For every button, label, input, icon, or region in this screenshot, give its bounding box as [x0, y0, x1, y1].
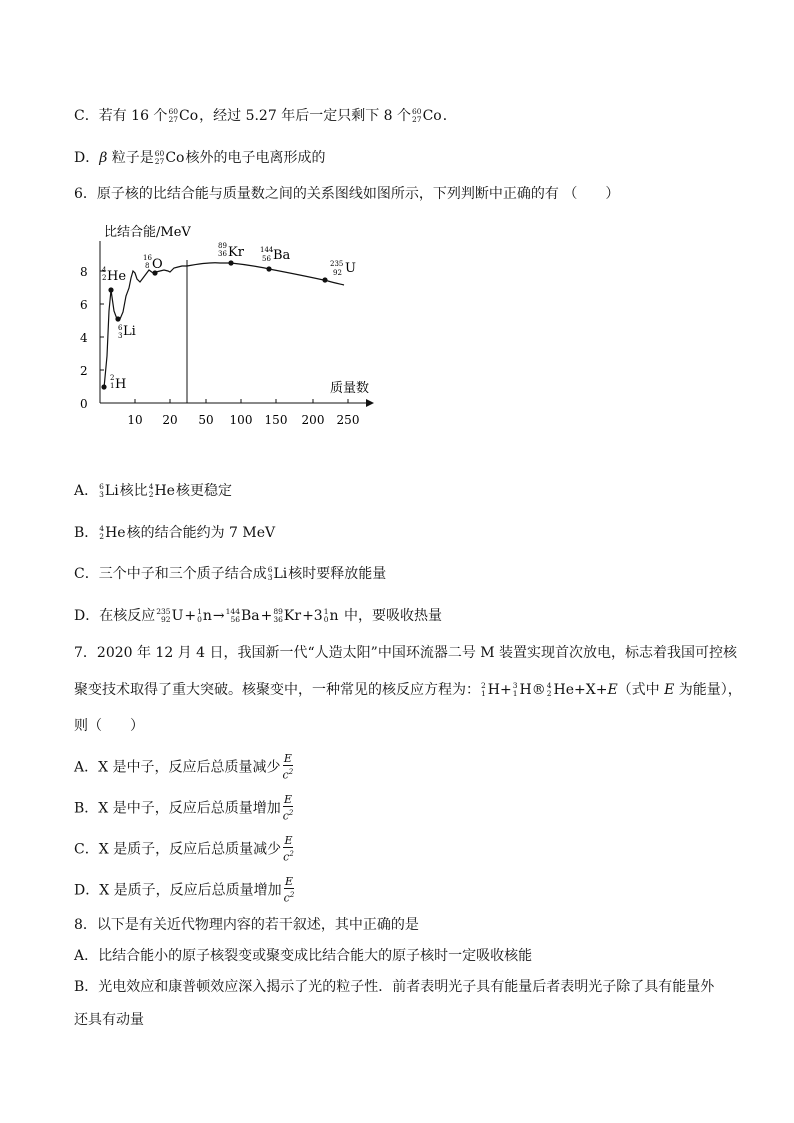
label-o16 — [143, 254, 163, 272]
q7-stem-line2: 聚变技术取得了重大突破。核聚变中，一种常见的核反应方程为： 2 1 H+ 3 1 H® 4 2 He+X+E（式中 E 为能量）， — [74, 681, 742, 698]
energy-over-c2-fraction: $\frac{E}{c^2}$ — [283, 875, 295, 905]
svg-text:235: 235 — [330, 260, 344, 268]
energy-over-c2-fraction: $\frac{E}{c^2}$ — [282, 752, 294, 782]
q5-option-d[interactable]: D．β 粒子是 60 27 Co 核外的电子电离形成的 — [74, 149, 326, 166]
h3-nuclide: 3 1 — [512, 681, 518, 698]
point-h2 — [101, 384, 106, 389]
q6-option-b[interactable]: B． 4 2 He 核的结合能约为 7 MeV — [74, 524, 276, 541]
svg-text:1: 1 — [110, 382, 115, 390]
q7-stem-line1: 7．2020 年 12 月 4 日，我国新一代“人造太阳”中国环流器二号 M 装置实现首次放电，标志着我国可控核 — [74, 645, 738, 661]
y-tick-4: 4 — [80, 331, 88, 345]
x-tick-10: 10 — [127, 413, 143, 427]
x-tick-50: 50 — [198, 413, 214, 427]
he-nuclide: 4 2 He — [99, 524, 126, 541]
q6-option-c[interactable]: C．三个中子和三个质子结合成 6 3 Li 核时要释放能量 — [74, 565, 387, 582]
svg-text:144: 144 — [260, 246, 274, 254]
chart-xlabel: 质量数 — [330, 381, 370, 396]
y-tick-2: 2 — [80, 364, 88, 378]
n-nuclide: 1 0 n — [323, 607, 339, 624]
point-kr89 — [228, 260, 233, 265]
u-nuclide: 235 92 U — [156, 607, 184, 624]
svg-text:6: 6 — [118, 324, 123, 332]
svg-text:4: 4 — [102, 266, 107, 274]
svg-text:O: O — [152, 257, 163, 272]
point-he4 — [108, 287, 113, 292]
q8-option-a[interactable]: A．比结合能小的原子核裂变或聚变成比结合能大的原子核时一定吸收核能 — [74, 948, 533, 964]
svg-text:H: H — [115, 377, 127, 392]
q7-stem-line3: 则（ ） — [74, 718, 144, 734]
label-kr89 — [218, 242, 245, 260]
svg-text:36: 36 — [218, 250, 227, 258]
x-tick-200: 200 — [301, 413, 325, 427]
q6-option-a[interactable]: A． 6 3 Li 核比 4 2 He 核更稳定 — [74, 482, 232, 499]
x-tick-100: 100 — [229, 413, 253, 427]
q8-stem: 8．以下是有关近代物理内容的若干叙述，其中正确的是 — [74, 917, 419, 933]
label-h2 — [110, 374, 126, 392]
he4-nuclide: 4 2 — [546, 681, 552, 698]
x-tick-250: 250 — [336, 413, 360, 427]
co-nuclide: 60 27 Co — [412, 107, 442, 124]
svg-text:16: 16 — [143, 254, 152, 262]
label-he4 — [102, 266, 126, 284]
q7-option-b[interactable]: B．X 是中子，反应后总质量增加 $\frac{E}{c^2}$ — [74, 793, 294, 823]
svg-text:He: He — [107, 269, 127, 284]
point-u235 — [322, 277, 327, 282]
q8-option-b[interactable]: B．光电效应和康普顿效应深入揭示了光的粒子性．前者表明光子具有能量后者表明光子除了具有能量外 — [74, 979, 715, 995]
ba-nuclide: 144 56 Ba — [225, 607, 260, 624]
label-li6 — [118, 324, 136, 340]
svg-text:Li: Li — [123, 324, 136, 339]
q7-option-a[interactable]: A．X 是中子，反应后总质量减少 $\frac{E}{c^2}$ — [74, 752, 294, 782]
binding-energy-chart — [70, 216, 390, 436]
svg-text:2: 2 — [102, 274, 107, 282]
svg-text:89: 89 — [218, 242, 227, 250]
svg-text:Kr: Kr — [228, 245, 244, 260]
he-nuclide: 4 2 He — [148, 482, 175, 499]
svg-text:Ba: Ba — [273, 248, 291, 263]
y-tick-6: 6 — [80, 298, 88, 312]
kr-nuclide: 89 36 Kr — [273, 607, 302, 624]
svg-text:8: 8 — [145, 262, 150, 270]
q6-stem: 6．原子核的比结合能与质量数之间的关系图线如图所示，下列判断中正确的有 （ ） — [74, 186, 620, 202]
q5-option-c[interactable]: C．若有 16 个 60 27 Co ，经过 5.27 年后一定只剩下 8 个 60 27 Co ． — [74, 107, 457, 124]
q6-option-d[interactable]: D．在核反应 235 92 U + 1 0 n → 144 56 Ba + 89 36 Kr +3 1 0 n 中，要吸收热量 — [74, 607, 442, 624]
svg-text:2: 2 — [110, 374, 115, 382]
y-tick-8: 8 — [80, 265, 88, 279]
li-nuclide: 6 3 Li — [99, 482, 119, 499]
binding-energy-curve — [104, 263, 344, 388]
energy-over-c2-fraction: $\frac{E}{c^2}$ — [282, 793, 294, 823]
label-u235 — [330, 260, 356, 277]
svg-text:56: 56 — [262, 255, 271, 263]
x-axis-arrow — [366, 399, 374, 407]
y-tick-0: 0 — [80, 397, 88, 411]
svg-text:U: U — [345, 261, 356, 276]
label-ba144 — [260, 246, 291, 263]
point-li6 — [115, 316, 120, 321]
x-tick-150: 150 — [264, 413, 288, 427]
point-ba144 — [266, 266, 271, 271]
n-nuclide: 1 0 n — [197, 607, 212, 624]
x-tick-20: 20 — [162, 413, 178, 427]
li-nuclide: 6 3 Li — [267, 565, 288, 582]
co-nuclide: 60 27 Co — [154, 149, 185, 166]
q7-option-d[interactable]: D．X 是质子，反应后总质量增加 $\frac{E}{c^2}$ — [74, 875, 295, 905]
q7-option-c[interactable]: C．X 是质子，反应后总质量减少 $\frac{E}{c^2}$ — [74, 834, 294, 864]
h2-nuclide: 2 1 — [481, 681, 486, 698]
svg-text:92: 92 — [333, 269, 342, 277]
q8-option-b-continued: 还具有动量 — [74, 1012, 144, 1028]
energy-over-c2-fraction: $\frac{E}{c^2}$ — [283, 834, 294, 864]
co-nuclide: 60 27 Co — [168, 107, 199, 124]
chart-ylabel: 比结合能/MeV — [104, 225, 191, 240]
svg-text:3: 3 — [118, 332, 123, 340]
